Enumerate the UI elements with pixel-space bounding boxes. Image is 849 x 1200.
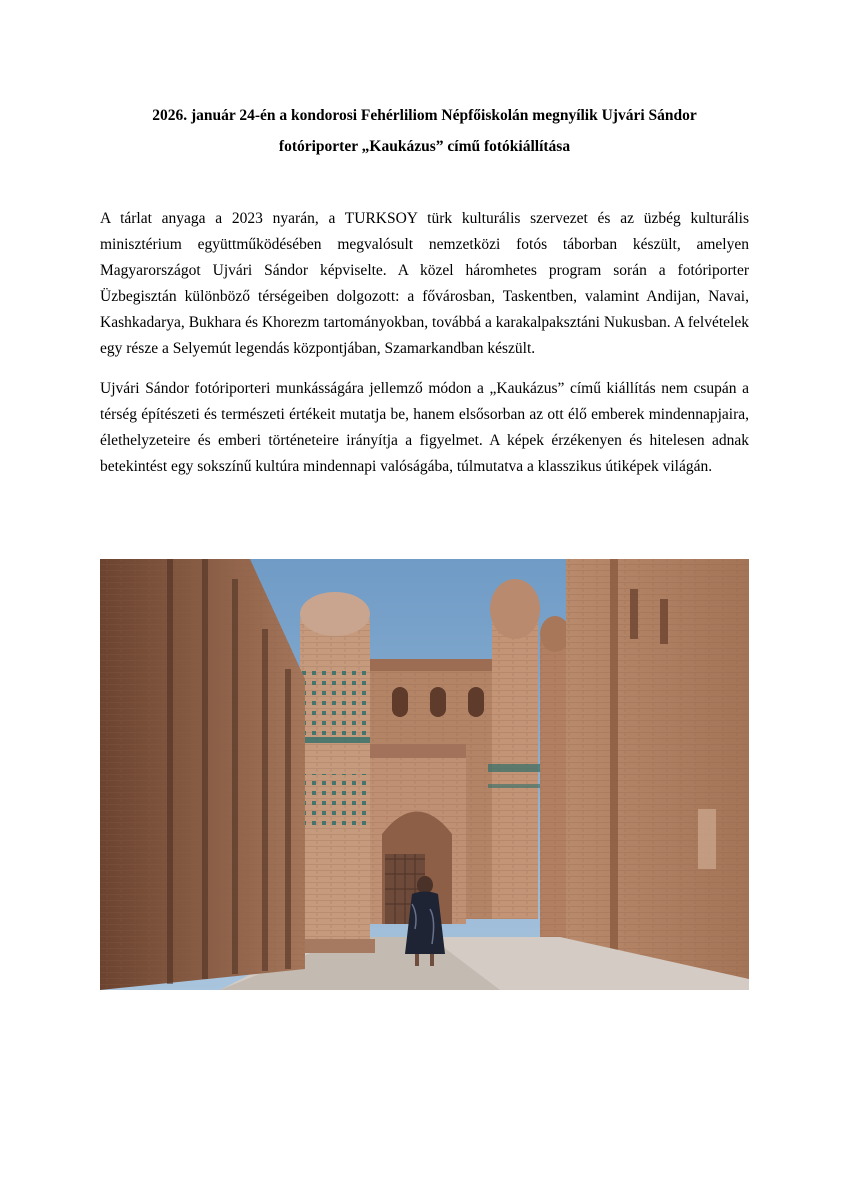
title-line-1: 2026. január 24-én a kondorosi Fehérliliom Népfőiskolán megnyílik Ujvári Sándor (152, 107, 697, 124)
photo-illustration (100, 559, 749, 990)
paragraph-1: A tárlat anyaga a 2023 nyarán, a TURKSOY türk kulturális szervezet és az üzbég kulturális minisztérium együttműködésében megvalósult nemzetközi fotós táborban készült, amelyen Magyarországot Ujvári Sándor képviselte. A közel háromhetes program során a fotóriporter Üzbegisztán különböző térségeiben dolgozott: a fővárosban, Taskentben, valamint Andijan, Navai, Kashkadarya, Bukhara és Khorezm tartományokban, továbbá a karakalpaksztáni Nukusban. A felvételek egy része a Selyemút legendás központjában, Szamarkandban készült. (100, 210, 749, 357)
page-title (100, 100, 749, 162)
exhibition-photo (100, 559, 749, 990)
title-line-2: fotóriporter „Kaukázus” című fotókiállítása (278, 138, 571, 155)
paragraph-2: Ujvári Sándor fotóriporteri munkásságára jellemző módon a „Kaukázus” című kiállítás nem csupán a térség építészeti és természeti értékeit mutatja be, hanem elsősorban az ott élő emberek mindennapjaira, élethelyzeteire és emberi történeteire irányítja a figyelmet. A képek érzékenyen és hitelesen adnak betekintést egy sokszínű kultúra mindennapi valóságába, túlmutatva a klasszikus útiképek világán. (100, 380, 749, 475)
article-body (100, 206, 749, 494)
tile-band-lower (300, 774, 370, 829)
tile-band-upper (300, 669, 370, 739)
